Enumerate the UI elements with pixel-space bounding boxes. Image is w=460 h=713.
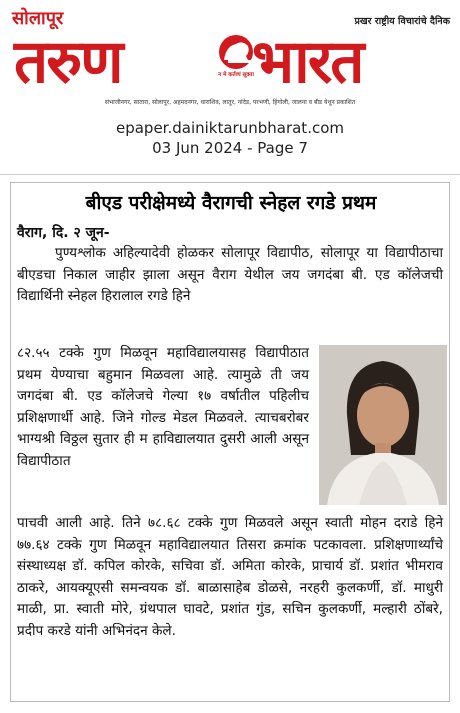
article-paragraph-1: पुण्यश्लोक अहिल्यादेवी होळकर सोलापूर विद्यापीठ, सोलापूर या विद्यापीठाचा बीएडचा निकाल जाहीर झाला असून वैराग येथील जय जगदंबा बी. एड कॉलेजची विद्यार्थिनी स्नेहल हिरालाल रगडे हिने bbox=[17, 245, 443, 304]
news-article bbox=[10, 182, 450, 702]
logo-title-part1: तरुण bbox=[14, 27, 122, 97]
date-page: 03 Jun 2024 - Page 7 bbox=[152, 139, 308, 157]
student-photo bbox=[319, 345, 447, 505]
source-info bbox=[0, 118, 460, 158]
logo-title-part2: भारत bbox=[252, 27, 363, 97]
edition-city: सोलापूर bbox=[12, 8, 64, 29]
emblem-motto: न मे कर्तव्यं सूक्ता bbox=[218, 72, 254, 78]
article-headline: बीएड परीक्षेमध्ये वैरागची स्नेहल रगडे प्रथम bbox=[85, 192, 377, 214]
masthead bbox=[0, 0, 460, 112]
divider bbox=[0, 174, 460, 175]
tagline: प्रखर राष्ट्रीय विचारांचे दैनिक bbox=[354, 16, 450, 27]
article-paragraph-2: ८२.५५ टक्के गुण मिळवून महाविद्यालयासह विद्यापीठात प्रथम येण्याचा बहुमान मिळवला आहे. त्यामुळे ती जय जगदंबा बी. एड कॉलेजचे गेल्या १७ वर्षातील पहिलीच प्रशिक्षणार्थी आहे. जिने गोल्ड मेडल मिळवले. त्याचबरोबर भाग्यश्री विठ्ठल सुतार ही म हाविद्यालयात दुसरी आली असून विद्यापीठात bbox=[17, 345, 309, 469]
newspaper-logo bbox=[10, 24, 450, 97]
epaper-url[interactable]: epaper.dainiktarunbharat.com bbox=[115, 119, 344, 137]
editions-line: संभाजीनगर, सातारा, सोलापूर, अहमदनगर, धाराशिव, लातूर, नांदेड, परभणी, हिंगोली, जालना व बीड येथून प्रकाशित bbox=[104, 99, 356, 106]
article-paragraph-3: पाचवी आली आहे. तिने ७८.६८ टक्के गुण मिळवले असून स्वाती मोहन दराडे हिने ७७.६४ टक्के गुण मिळवून महाविद्यालयात तिसरा क्रमांक पटकावला. प्रशिक्षणार्थ्यांचे संस्थाध्यक्ष डॉ. कपिल कोरके, सचिवा डॉ. अमिता कोरके, प्राचार्य डॉ. प्रशांत भीमराव ठाकरे, आयक्यूएसी समन्वयक डॉ. बाळासाहेब डोळसे, नरहरी कुलकर्णी, डॉ. माधुरी माळी, प्रा. स्वाती मोरे, ग्रंथपाल घावटे, प्रशांत गुंड, सचिन कुलकर्णी, मल्हारी ठोंबरे, प्रदीप करडे यांनी अभिनंदन केले. bbox=[17, 515, 443, 639]
article-dateline: वैराग, दि. २ जून- bbox=[17, 225, 110, 241]
